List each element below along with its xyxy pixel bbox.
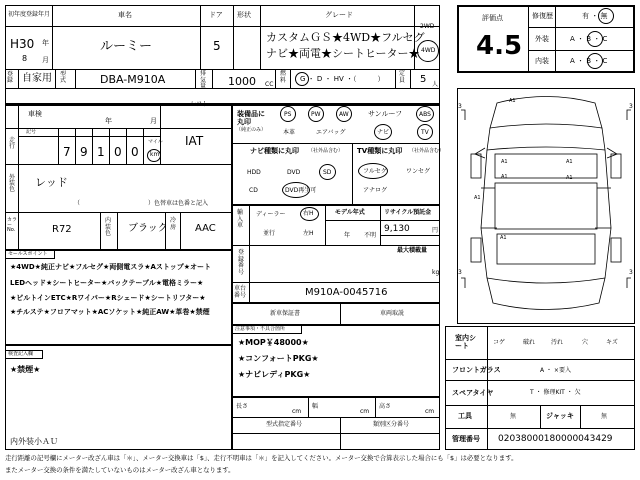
model-year-label: モデル年式 [335,209,365,216]
inspection-year: 年 [105,117,112,125]
equip-tv: TV [421,129,429,136]
equip-ps: PS [284,111,292,118]
room-option: 破れ [523,339,536,346]
category-label: 類別区分番号 [373,421,410,428]
equip-leather: 本革 [283,129,296,136]
km-label: km [150,151,160,158]
mgmt-label: 管理番号 [452,435,480,443]
mileage-digit: 0 [131,145,139,159]
sales-line-4: ★チルステ★フロアマット★ACソケット★純正AW★革巻★禁煙 [10,308,210,316]
spare-options: T ・ 修理KIT ・ 欠 [530,389,581,396]
interior-color-label: 内装色 [105,217,112,238]
jack-options: 無 [601,413,608,420]
equip-abs: ABS [419,111,431,118]
grade-label: グレード [325,11,353,19]
reg-month: 8 [22,54,28,63]
manual-label: 車両取説 [380,310,405,317]
interior-b-circle [587,53,603,69]
mileage-label: 走行 [9,137,16,150]
max-load-label: 最大積載量 [397,247,428,254]
navi-hdd: HDD [247,169,261,176]
room-option: 汚れ [551,339,564,346]
diagram-label: A1 [566,159,573,165]
fuel-options: G ・ D ・ HV ・（ ） [300,75,385,83]
equip-navi: ナビ [377,129,390,136]
inspection-label: 車検 [28,110,42,118]
mile-label: マイル [148,139,163,145]
model-value: DBA-M910A [100,73,166,86]
diagram-label: A1 [500,235,507,241]
navi-dvd: DVD [287,169,301,176]
reg-era: H30 [10,37,35,51]
fuel-label: 燃料 [280,70,287,84]
tv-oneseg: ワンセグ [406,168,431,175]
jack-label: ジャッキ [546,412,574,420]
tv-sub: （社外品含む） [409,148,445,154]
height-cm: cm [425,408,435,415]
car-name: ルーミー [100,39,153,54]
glass-options: A ・ ×要入 [540,367,571,374]
tv-title: TV種類に丸印 [357,147,403,155]
drive-2wd: 2WD [420,23,435,30]
navi-title: ナビ種類に丸印 [250,147,299,155]
import-left-h: 左H [303,230,314,237]
interior-color-value: ブラック [128,223,168,234]
model-year-unknown: 不明 [364,232,377,239]
shift-label: シフト [190,101,209,108]
glass-label: フロントガラス [452,366,501,374]
reg-month-suffix: 月 [42,56,49,64]
repair-options: 有 ・ 無 [582,12,608,20]
sales-label: セールスポイント [8,251,48,257]
diagram-label: A1 [501,159,508,165]
person-label: 人 [432,81,439,88]
mileage-digit: 9 [80,145,88,159]
diagram-label: A1 [501,174,508,180]
repair-none-circle [598,8,614,24]
footnote-line-2: またメーター交換の条件を満たしていないものはメーター改ざん車となります。 [5,466,235,474]
score-value: 4.5 [476,31,523,61]
diagram-label: A1 [566,175,573,181]
color-no-value: R72 [52,224,72,235]
ac-label: 冷房 [170,217,177,231]
svg-text:3: 3 [629,103,633,110]
car-diagram [457,88,635,324]
import-parallel: 並行 [263,230,276,237]
navi-sub: （社外品含む） [308,148,344,154]
inspector-line-1: ★禁煙★ [10,365,41,374]
height-label: 高さ [379,403,392,410]
sales-line-1: ★4WD★純正ナビ★フルセグ★両側電スラ★Aストップ★オート [10,263,211,271]
equip-aw: AW [339,111,349,118]
exterior-label: 外装 [535,35,549,43]
chassis-label: 車台番号 [234,285,247,299]
car-name-label: 車名 [118,11,132,19]
drive-4wd: 4WD [421,47,436,54]
note-line-2: ★コンフォートPKG★ [238,354,319,363]
note-line-1: ★MOP￥48000★ [238,338,309,347]
diagram-label: A1 [474,195,481,201]
import-label: 輸入車 [237,209,244,230]
interior-label: 内装 [535,57,549,65]
displacement-value: 1000 [228,75,256,88]
equip-sunroof: サンルーフ [368,110,403,118]
equipment-label: 装備品に丸印 [237,110,265,127]
import-dealer: ディーラー [256,211,286,218]
room-option: コゲ [493,339,506,346]
doors-label: ドア [209,11,223,19]
navi-cd: CD [249,187,258,194]
svg-text:3: 3 [458,269,462,276]
model-desig-label: 型式指定番号 [266,421,303,428]
color-value: レッド [35,176,68,189]
note-line-3: ★ナビレディPKG★ [238,370,311,379]
mileage-digit: 7 [63,145,71,159]
grade-line1: カスタムＧＳ★4WD★フルセグ [266,31,425,44]
mileage-digit: 0 [114,145,122,159]
room-option: 穴 [582,339,589,346]
displacement-label: 排気量 [200,70,207,91]
exterior-b-circle [587,31,603,47]
inspector-label: 検査記入欄 [8,351,34,357]
room-seat-label: 室内シート [455,334,476,351]
ac-value: AAC [195,223,216,234]
max-load-kg: kg [432,269,440,276]
reg-no-label: 登録番号 [238,249,245,276]
new-car-label: 新車保証書 [270,310,301,317]
sales-line-2: LEDヘッド★シートヒーター★バックテーブル★電格ミラー★ [10,279,204,287]
usage-value: 自家用 [22,73,52,84]
footnote-line-1: 走行距離の記号欄にメーター改ざん車は「＊」、メーター交換車は「$」、走行不明車は「＊」を記入してください。メーター交換で合算表示した場合にも「$」は必要となります。 [5,454,518,462]
grade-line2: ナビ★両電★シートヒーター★ [266,47,420,60]
capacity-value: 5 [420,74,427,85]
svg-text:3: 3 [458,103,462,110]
interior-options: A ・ B ・ C [570,57,608,65]
room-option: キズ [606,339,618,346]
navi-sd: SD [323,169,332,176]
doors-value: 5 [213,39,221,53]
recycle-yen: 円 [432,227,439,234]
shape-label: 形状 [237,11,251,19]
notes-label: 注意事項・不具合箇所 [235,326,286,332]
capacity-label: 定員 [399,70,406,84]
sales-line-3: ★ビルトインETC★Rワイパー★Rシェード★シートリフター★ [10,294,206,302]
mileage-digit: 1 [97,145,105,159]
color-paren: （ [74,200,81,207]
exterior-options: A ・ B ・ C [570,35,608,43]
equipment-sub: （純正のみ） [236,127,267,133]
record-label: 記号 [26,129,37,135]
score-label: 評価点 [482,14,503,22]
mgmt-value: 02038000180000043429 [498,434,613,444]
color-note: ）色替車は色番と記入 [148,200,209,207]
inspection-month: 月 [150,117,157,125]
equip-pw: PW [311,111,321,118]
inspector-box [5,345,232,450]
color-no-label: カラーNo. [7,217,18,233]
width-label: 幅 [312,403,319,410]
inspector-footer: 内外装小ＡＵ [10,437,58,446]
spare-label: スペアタイヤ [452,389,494,397]
plate-label: 登録 [7,71,14,84]
tv-analog: アナログ [363,187,388,194]
recycle-value: 9,130 [384,224,410,234]
svg-text:3: 3 [629,269,633,276]
tools-options: 無 [510,413,517,420]
equip-airbag: エアバッグ [316,129,346,136]
length-cm: cm [292,408,302,415]
shift-value: IAT [185,134,204,148]
model-year-year: 年 [344,232,351,239]
reg-year-suffix: 年 [42,39,49,47]
tv-fullseg: フルセグ [363,168,387,175]
tools-label: 工具 [458,412,472,420]
repair-label: 修復歴 [532,12,553,20]
length-label: 長さ [236,403,249,410]
width-cm: cm [360,408,370,415]
recycle-label: リサイクル預託金 [384,209,432,216]
chassis-value: M910A-0045716 [305,287,388,298]
diagram-label: A1 [509,98,516,104]
navi-dvd-play: DVD再生可 [285,187,317,194]
import-right-h: 右H [303,210,314,217]
reg-year-label: 初年度登録年月 [8,11,51,18]
model-label: 型式 [60,71,67,84]
color-label: 外装色 [9,174,16,193]
docs-box [232,303,440,325]
cc-label: CC [265,81,274,88]
